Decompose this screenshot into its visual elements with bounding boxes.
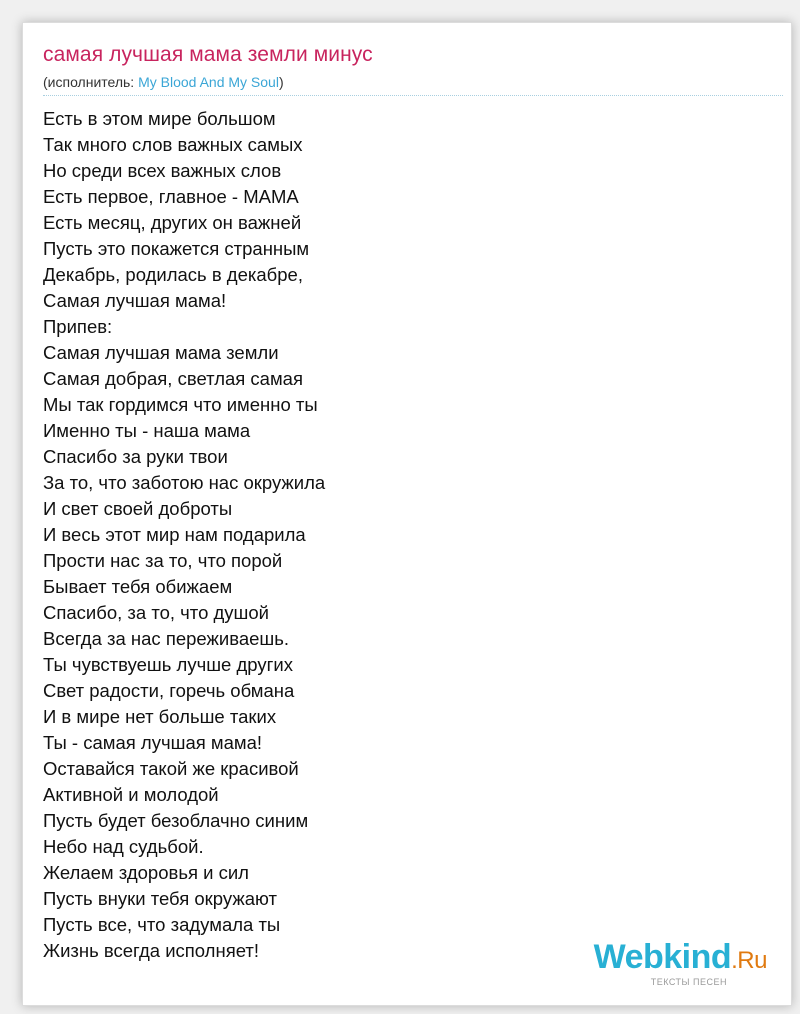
site-logo[interactable]: [594, 940, 767, 987]
song-title: самая лучшая мама земли минус: [43, 43, 373, 66]
logo-wordmark: [594, 940, 767, 978]
lyric-line: Спасибо за руки твои: [43, 446, 228, 467]
lyric-line: И свет своей доброты: [43, 498, 233, 519]
lyric-line: Жизнь всегда исполняет!: [43, 940, 259, 961]
lyric-line: Но среди всех важных слов: [43, 160, 282, 181]
lyric-line: Желаем здоровья и сил: [43, 862, 249, 883]
lyric-line: Самая лучшая мама!: [43, 290, 227, 311]
title-divider: [43, 95, 783, 96]
lyric-line: Самая лучшая мама земли: [43, 342, 279, 363]
logo-tld: .Ru: [731, 947, 767, 974]
lyric-line: Пусть внуки тебя окружают: [43, 888, 277, 909]
lyric-line: Мы так гордимся что именно ты: [43, 394, 318, 415]
lyrics-text: [43, 106, 325, 964]
logo-tagline: ТЕКСТЫ ПЕСЕН: [650, 977, 727, 987]
lyric-line: Ты чувствуешь лучше других: [43, 654, 293, 675]
lyric-line: Пусть это покажется странным: [43, 238, 310, 259]
lyric-line: Спасибо, за то, что душой: [43, 602, 270, 623]
lyric-line: Пусть все, что задумала ты: [43, 914, 281, 935]
lyric-line: Есть в этом мире большом: [43, 108, 276, 129]
lyric-line: Припев:: [43, 316, 113, 337]
lyric-line: Так много слов важных самых: [43, 134, 303, 155]
lyric-line: Бывает тебя обижаем: [43, 576, 233, 597]
artist-line: [43, 74, 284, 90]
artist-prefix: (исполнитель:: [43, 74, 139, 90]
lyric-line: И в мире нет больше таких: [43, 706, 277, 727]
lyric-line: Оставайся такой же красивой: [43, 758, 299, 779]
lyric-line: Самая добрая, светлая самая: [43, 368, 303, 389]
lyric-line: Небо над судьбой.: [43, 836, 204, 857]
lyric-line: Декабрь, родилась в декабре,: [43, 264, 303, 285]
lyric-line: И весь этот мир нам подарила: [43, 524, 306, 545]
lyric-line: Пусть будет безоблачно синим: [43, 810, 309, 831]
artist-link[interactable]: My Blood And My Soul: [138, 74, 279, 90]
artist-suffix: ): [278, 74, 284, 90]
lyrics-card: [22, 22, 792, 1006]
lyric-line: Всегда за нас переживаешь.: [43, 628, 290, 649]
lyric-line: Прости нас за то, что порой: [43, 550, 283, 571]
lyric-line: Активной и молодой: [43, 784, 219, 805]
lyric-line: Ты - самая лучшая мама!: [43, 732, 263, 753]
lyric-line: За то, что заботою нас окружила: [43, 472, 326, 493]
lyric-line: Есть месяц, других он важней: [43, 212, 302, 233]
lyric-line: Свет радости, горечь обмана: [43, 680, 295, 701]
lyric-line: Есть первое, главное - МАМА: [43, 186, 299, 207]
lyric-line: Именно ты - наша мама: [43, 420, 251, 441]
logo-word: Webkind: [593, 938, 732, 976]
